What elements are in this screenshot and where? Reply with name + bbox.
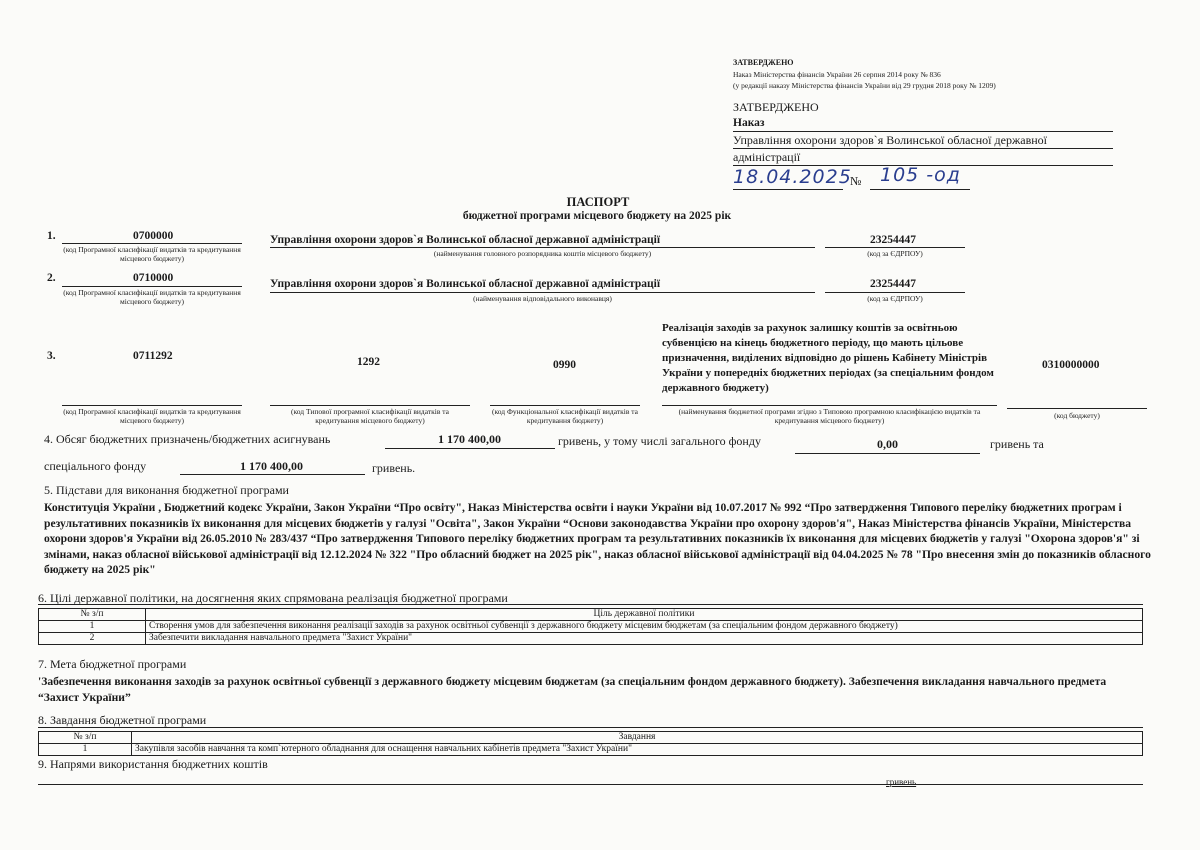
- row2-edrpou-caption: (код за ЄДРПОУ): [867, 294, 923, 303]
- document-title: ПАСПОРТ: [566, 195, 630, 209]
- row1-edrpou-caption: (код за ЄДРПОУ): [867, 249, 923, 258]
- section6-title: 6. Цілі державної політики, на досягнення яких спрямована реалізація бюджетної програми: [38, 591, 508, 605]
- row2-edrpou: 23254447: [870, 278, 916, 290]
- row1-edrpou: 23254447: [870, 234, 916, 246]
- row1-code: 0700000: [133, 230, 174, 242]
- section5-title: 5. Підстави для виконання бюджетної програми: [44, 483, 289, 497]
- section4-total: 1 170 400,00: [438, 432, 501, 446]
- row2-name: Управління охорони здоров`я Волинської обласної державної адміністрації: [270, 278, 661, 290]
- section4-and-label: гривень та: [990, 437, 1044, 451]
- col-header-num: № з/п: [39, 609, 146, 621]
- section7-text: 'Забезпечення виконання заходів за рахунок освітньої субвенції з державного бюджету місцевим бюджетам (за спеціальним фондом державного бюджету). Забезпечення викладання навчального предмета “Захист України”: [38, 675, 1107, 704]
- section5-text: Конституція України , Бюджетний кодекс України, Закон України “Про освіту", Наказ Міністерства освіти і науки України від 10.07.2017 № 992 “Про затвердження Типового переліку бюджетних програм і результативних показників їх виконання для місцевих бюджетів у галузі "Освіта", Закон України “Основи законодавства України про охорону здоров'я", Наказ Міністерства фінансів України, Міністерства охорони здоров'я України від 26.05.2010 № 283/437 “Про затвердження Типового переліку бюджетних програм та результативних показників їх виконання для місцевих бюджетів у галузі "Охорона здоров'я" зі змінами, наказ обласної військової адміністрації від 12.12.2024 № 322 "Про обласний бюджет на 2025 рік", наказ обласної військової адміністрації від 04.04.2025 № 78 "Про внесення змін до показників обласного бюджету на 2025 рік": [44, 501, 1151, 576]
- col-header-task: Завдання: [132, 732, 1143, 744]
- approval-org-line2: адміністрації: [733, 150, 801, 164]
- section4-general-value: 0,00: [877, 437, 898, 451]
- row3-budget-code: 0310000000: [1042, 359, 1100, 371]
- approval-order-label: Наказ: [733, 117, 765, 129]
- row3-program-caption: (найменування бюджетної програми згідно з Типовою програмною класифікацією видатків та кредитування місцевого бюджету): [678, 407, 981, 425]
- row3-budget-caption: (код бюджету): [1054, 411, 1100, 420]
- approval-top-title: ЗАТВЕРДЖЕНО: [733, 58, 794, 67]
- section4-special-value: 1 170 400,00: [240, 459, 303, 473]
- table-header-row: [39, 609, 1143, 621]
- section4-label: 4. Обсяг бюджетних призначень/бюджетних асигнувань: [44, 432, 331, 446]
- row-text: Закупівля засобів навчання та комп`ютерного обладнання для оснащення навчальних кабінетів предмета "Захист України": [132, 744, 1143, 756]
- row-text: Забезпечити викладання навчального предмета "Захист України": [146, 633, 1143, 645]
- approval-number-sign: №: [850, 174, 862, 188]
- row1-name-caption: (найменування головного розпорядника коштів місцевого бюджету): [433, 249, 652, 258]
- section9-currency: гривень: [886, 777, 917, 787]
- row1-number: 1.: [47, 230, 56, 242]
- row3-typical-code: 1292: [357, 356, 380, 368]
- row-num: 1: [39, 621, 146, 633]
- document-subtitle: бюджетної програми місцевого бюджету на 2025 рік: [462, 210, 732, 222]
- row3-code: 0711292: [133, 350, 173, 362]
- row1-code-caption: (код Програмної класифікації видатків та кредитування місцевого бюджету): [63, 245, 241, 263]
- row3-typical-caption: (код Типової програмної класифікації видатків та кредитування місцевого бюджету): [290, 407, 450, 425]
- col-header-goal: Ціль державної політики: [146, 609, 1143, 621]
- row2-number: 2.: [47, 272, 56, 284]
- section4-currency: гривень.: [372, 461, 416, 475]
- approval-top-line2: (у редакції наказу Міністерства фінансів України від 29 грудня 2018 року № 1209): [733, 81, 996, 90]
- section7-title: 7. Мета бюджетної програми: [38, 657, 187, 671]
- approval-org-line1: Управління охорони здоров`я Волинської обласної державної: [733, 133, 1047, 147]
- row-text: Створення умов для забезпечення виконання реалізації заходів за рахунок освітньої субвенції з державного бюджету місцевим бюджетам (за спеціальним фондом державного бюджету): [146, 621, 1143, 633]
- approval-main-title: ЗАТВЕРДЖЕНО: [733, 100, 819, 114]
- row-num: 1: [39, 744, 132, 756]
- row2-name-caption: (найменування відповідального виконавця): [473, 294, 612, 303]
- table-row: [39, 744, 1143, 756]
- section8-table: [38, 731, 1143, 756]
- approval-date: 18.04.2025: [733, 166, 852, 188]
- approval-number: 105 -од: [880, 164, 961, 186]
- section8-title: 8. Завдання бюджетної програми: [38, 713, 207, 727]
- row-num: 2: [39, 633, 146, 645]
- table-row: [39, 633, 1143, 645]
- row3-program-name: Реалізація заходів за рахунок залишку коштів за освітньою субвенцією на кінець бюджетного періоду, що мають цільове призначення, виділених відповідно до рішень Кабінету Міністрів України у попередніх бюджетних періодах (за спеціальним фондом державного бюджету): [662, 322, 994, 394]
- section9-title: 9. Напрями використання бюджетних коштів: [38, 757, 268, 771]
- section4-general-label: гривень, у тому числі загального фонду: [558, 434, 761, 448]
- row3-code-caption: (код Програмної класифікації видатків та кредитування місцевого бюджету): [63, 407, 241, 425]
- row2-code: 0710000: [133, 272, 174, 284]
- col-header-num: № з/п: [39, 732, 132, 744]
- table-header-row: [39, 732, 1143, 744]
- approval-top-line1: Наказ Міністерства фінансів України 26 серпня 2014 року № 836: [733, 70, 941, 79]
- row3-func-code: 0990: [553, 359, 576, 371]
- row3-number: 3.: [47, 350, 56, 362]
- row3-func-caption: (код Функціональної класифікації видатків та кредитування бюджету): [491, 407, 638, 425]
- row1-name: Управління охорони здоров`я Волинської обласної державної адміністрації: [270, 234, 661, 246]
- section6-table: [38, 608, 1143, 645]
- section4-special-label: спеціального фонду: [44, 459, 147, 473]
- table-row: [39, 621, 1143, 633]
- row2-code-caption: (код Програмної класифікації видатків та кредитування місцевого бюджету): [63, 288, 241, 306]
